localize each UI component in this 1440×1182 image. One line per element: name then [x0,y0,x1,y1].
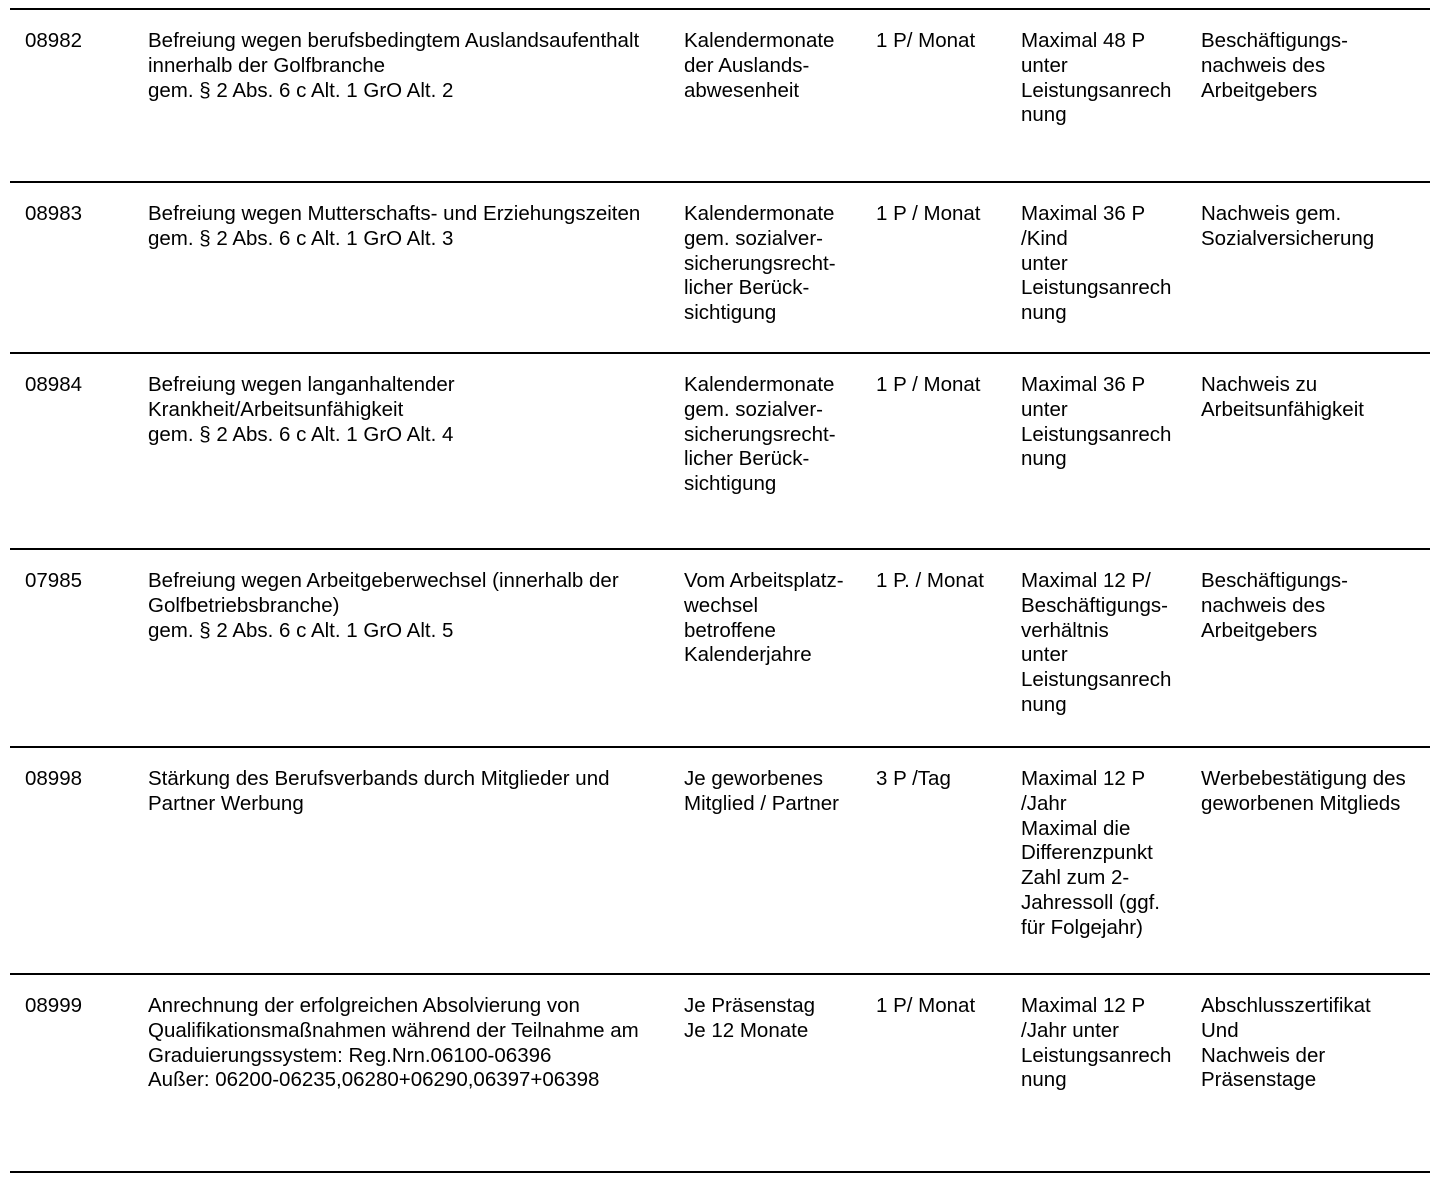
basis: Je geworbenes Mitglied / Partner [684,767,839,815]
maximum: Maximal 36 P /Kind unter Leistungsanrech nung [1021,202,1172,325]
points: 1 P / Monat [876,202,981,225]
points: 1 P/ Monat [876,29,976,52]
description: Befreiung wegen berufsbedingtem Auslandsaufenthalt innerhalb der Golfbranche gem. § 2 Abs. 6 c Alt. 1 GrO Alt. 2 [148,29,640,102]
reg-number: 08999 [25,994,83,1017]
table-row [10,10,1430,183]
proof: Abschlusszertifikat Und Nachweis der Präsenstage [1201,994,1371,1092]
proof: Nachweis zu Arbeitsunfähigkeit [1201,373,1364,421]
reg-number: 07985 [25,569,83,592]
proof: Werbebestätigung des geworbenen Mitglieds [1201,767,1406,815]
proof: Beschäftigungs- nachweis des Arbeitgebers [1201,29,1349,102]
table-row [10,183,1430,354]
description: Befreiung wegen langanhaltender Krankheit/Arbeitsunfähigkeit gem. § 2 Abs. 6 c Alt. 1 GrO Alt. 4 [148,373,455,446]
proof: Beschäftigungs- nachweis des Arbeitgebers [1201,569,1349,642]
reg-number: 08998 [25,767,83,790]
proof: Nachweis gem. Sozialversicherung [1201,202,1375,250]
points: 1 P/ Monat [876,994,976,1017]
table-row [10,354,1430,550]
basis: Je Präsenstag Je 12 Monate [684,994,816,1042]
reg-number: 08983 [25,202,83,225]
description: Befreiung wegen Mutterschafts- und Erziehungszeiten gem. § 2 Abs. 6 c Alt. 1 GrO Alt. 3 [148,202,641,250]
description: Anrechnung der erfolgreichen Absolvierung von Qualifikationsmaßnahmen während der Teilnahme am Graduierungssystem: Reg.Nrn.06100-06396 Außer: 06200-06235,06280+06290,06397+06398 [148,994,639,1092]
maximum: Maximal 12 P /Jahr unter Leistungsanrech nung [1021,994,1172,1092]
points: 3 P /Tag [876,767,951,790]
reg-number: 08982 [25,29,83,52]
description: Befreiung wegen Arbeitgeberwechsel (innerhalb der Golfbetriebsbranche) gem. § 2 Abs. 6 c Alt. 1 GrO Alt. 5 [148,569,619,642]
maximum: Maximal 48 P unter Leistungsanrech nung [1021,29,1172,127]
reg-number: 08984 [25,373,83,396]
table-row [10,975,1430,1173]
points-table [10,8,1430,1173]
maximum: Maximal 12 P /Jahr Maximal die Differenzpunkt Zahl zum 2- Jahressoll (ggf. für Folgejahr) [1021,767,1161,939]
points: 1 P. / Monat [876,569,984,592]
points: 1 P / Monat [876,373,981,396]
basis: Kalendermonate gem. sozialver- sicherungsrecht- licher Berück- sichtigung [684,373,836,496]
basis: Kalendermonate der Auslands- abwesenheit [684,29,835,102]
maximum: Maximal 12 P/ Beschäftigungs- verhältnis unter Leistungsanrech nung [1021,569,1172,716]
description: Stärkung des Berufsverbands durch Mitglieder und Partner Werbung [148,767,610,815]
basis: Vom Arbeitsplatz- wechsel betroffene Kalenderjahre [684,569,844,667]
maximum: Maximal 36 P unter Leistungsanrech nung [1021,373,1172,471]
basis: Kalendermonate gem. sozialver- sicherungsrecht- licher Berück- sichtigung [684,202,836,325]
table-row [10,748,1430,975]
table-row [10,550,1430,748]
